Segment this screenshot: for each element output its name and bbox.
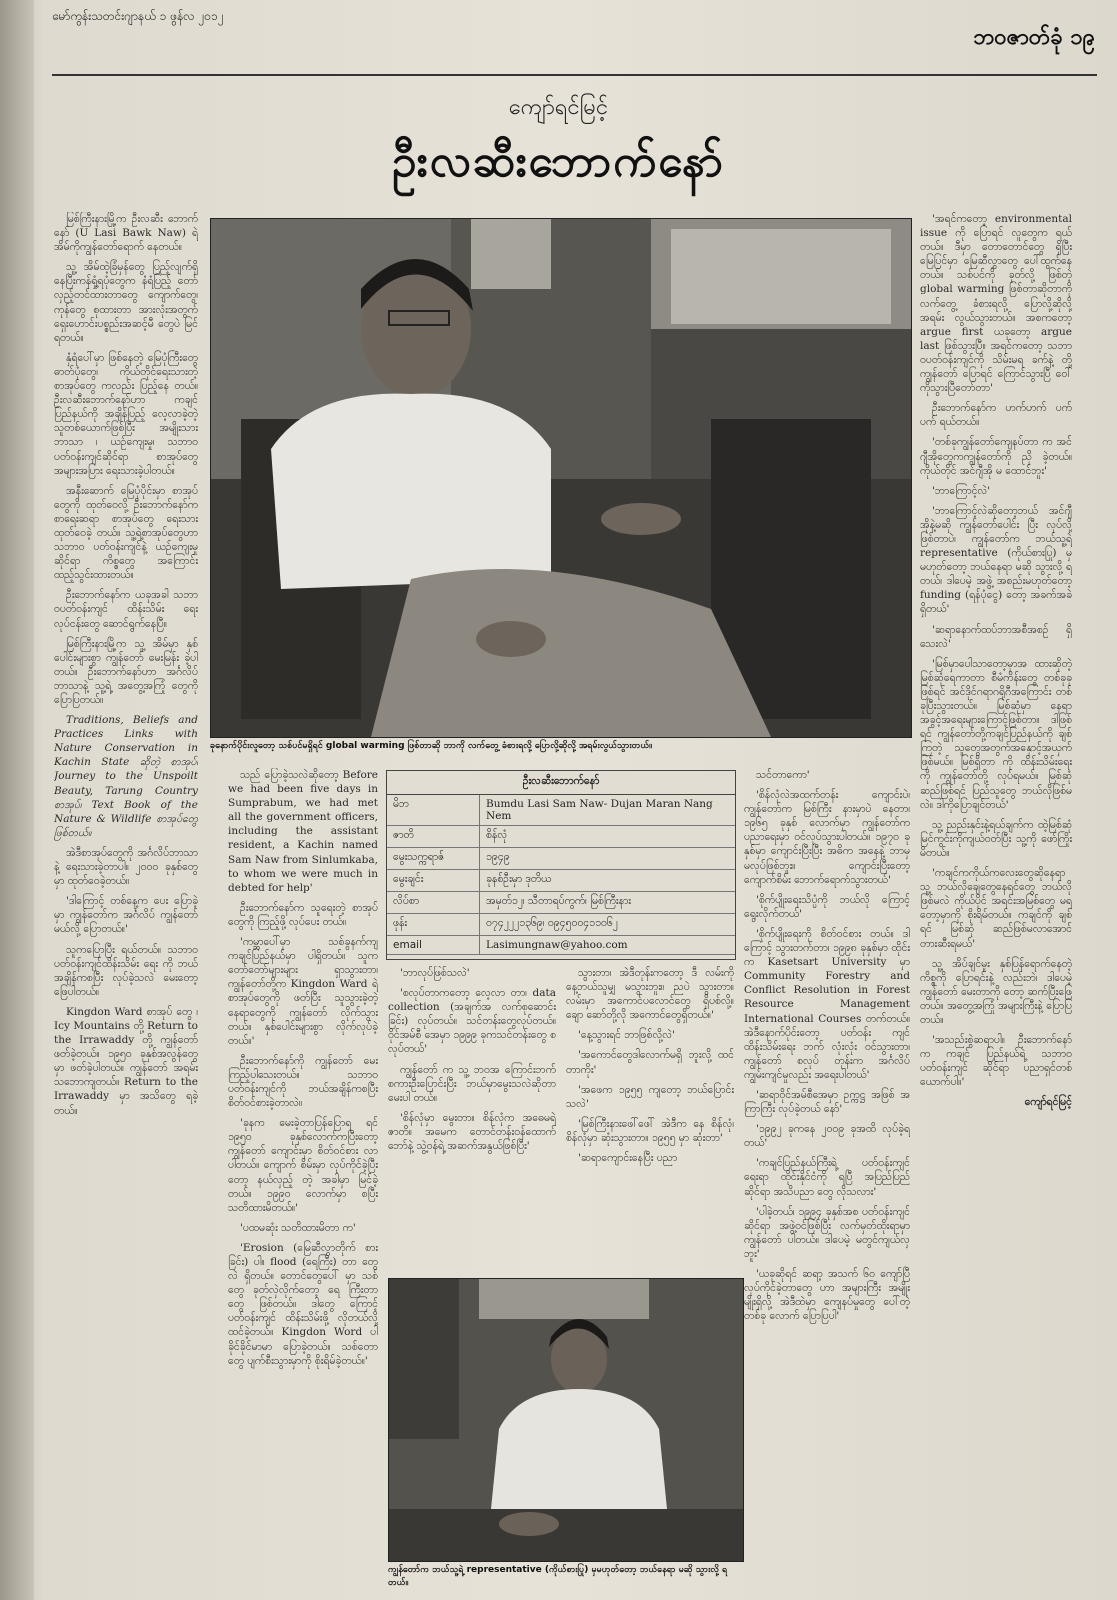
paragraph: ကျွန်တော် က သူ့ ဘဝအ ကြောင်းဘက် စကားဦးပြောင်းပြီး ဘယ်မှာမွေးသလဲဆိုတာ မေးပါ တယ်။ xyxy=(388,1063,556,1104)
paragraph: 'စလုပ်တာကတော့ လေ့လာ တာ၊ data collection (အချက်အ လက်စုဆောင်းခြင်း) လုပ်တယ်။ သင်တန်းတွေလုပ်တယ်။ ဝိုင်အမ်စီ အေမှာ ၁၉၉၉ ခုကသင်တန်းတွေ စလုပ်တယ်' xyxy=(388,987,556,1056)
paragraph: 'စိုက်ပျိုးရေးသိပ္ပံကို ဘယ်လို ကြောင့် ရွေးလိုက်တယ်' xyxy=(744,893,910,920)
paragraph: မြစ်ကြီးနားမြို့က ဦးလဆီး ဘောက်နော် (U Lasi Bawk Naw) ရဲ့ အိမ်ကိုကျွန်တော်ရောက် နေတယ်။ xyxy=(54,213,198,254)
paragraph: အဲဒီစာအုပ်တွေကို အင်္ဂလိပ်ဘာသာနဲ့ ရေးသားခဲ့တာပါ။ ၂၀၀၀ ခုနှစ်တွေမှာ ထုတ်ဝေခဲ့တယ်။ xyxy=(54,846,198,888)
paragraph: 'နေ့သွားရင် ဘာဖြစ်လို့လဲ' xyxy=(578,1029,676,1042)
header-rule xyxy=(52,74,1097,76)
paragraph: 'ကချင်ကကိုယ်ကလေးတွေဆိုနေရာ သူ့ ဘယ်လိုချေတွေနေရင်တွေ ဘယ်လိုဖြစ်မလဲ ကိုယ်ပိုင် အရင်းအမြစ်တွေ မရတော့မှာကို စိုးရိမ်တယ်။ ကချင်ကို ချစ်ရင် မြစ်ဆုံ ဆည်ဖြစ်မလာအောင် တားဆီးရမယ်' xyxy=(920,867,1072,950)
paragraph: 'တစ်ခုကျွန်တော်ကျေနပ်တာ က အင်ဂျီအိုတွေကကျွန်တော်ကို ညှိ ခဲ့တယ်။ ကိုယ်တိုင် အင်ဂျီအို မ ထောင်ဘူး' xyxy=(920,436,1072,477)
text-column-right xyxy=(920,212,1072,1588)
page-binding-edge xyxy=(0,0,34,1600)
paragraph: မြစ်ကြီးနားမြို့က သူ့ အိမ်မှာ နှစ်ပေါင်းများစွာ ကျွန်တော် မေးမြန်း ခဲ့ပါတယ်။ ဦးဘောက်နော်ဟာ အင်္ဂလိပ်ဘာသာနဲ့ သူ့ရဲ့ အတွေ့အကြုံ တွေကို ပြောပြတယ်။ xyxy=(54,637,198,706)
paragraph: 'အဖေက ၁၉၅၅ ကျတော့ ဘယ်ပြောင်းသလဲ' xyxy=(566,1083,734,1110)
article-byline: ကျော်ရင်မြင့် xyxy=(508,95,609,120)
paragraph: သွားတာ၊ အဲဒီတုန်းကတော့ ဒီ လမ်းကို နေ့ဘယ်သူမျှ မသွားဘူး။ ညပဲ သွားတာ။ လမ်းမှာ အကောင်ပလောင်တွေ ရှိပစ်လို့။ ချော ဆော်တို့လို အကောင်တွေရှိတယ်။' xyxy=(566,967,734,1022)
paragraph: သူ့ အိမ်ထဲ့ခြံမှန်တွေ ပြည့်လျက်ရှိ နေပြီးကန်ရှုံ့ရပုံတွေက နံရံပြည့် တော်လှည့်တင်ထားတာတွေ ကျောက်တွေ၊ ကုန်တွေ စုထားတာ အားလုံးအတွက် ရှေးဟောင်းပစ္စည်းအဆင့်မီ တွေပဲ မြင်ရတယ်။ xyxy=(54,261,198,344)
infobox-row xyxy=(387,870,735,892)
paragraph: 'ဘာကြောင့်လဲဆိုတော့ဘယ် အင်ဂျီအိုနဲ့မဆို ကျွန်တော်ပေါင်း ပြီး လုပ်လို့ ဖြစ်တာပဲ၊ ကျွန်တော်က ဘယ်သူ့ရဲ့ representative (ကိုယ်စားပြု) မှမဟုတ်တော့ ဘယ်နေရာ မဆို သွားလို့ ရတယ်၊ ဒါပေမဲ့ အဖွဲ့ အစည်းမဟုတ်တော့ funding (ရန်ပုံငွေ) တော့ အခက်အခဲရှိတယ်' xyxy=(920,504,1072,616)
infobox-row xyxy=(387,826,735,848)
infobox-value: ခုနစ်ဦးမှာ ဒုတိယ xyxy=(480,870,736,892)
secondary-portrait-illustration xyxy=(389,1279,743,1561)
text-column-center-b xyxy=(566,966,734,1256)
infobox-row xyxy=(387,848,735,870)
paragraph: '၁၉၉၂ ခုကနေ ၂၀၀၉ ခုအထိ လုပ်ခဲ့ရတယ်' xyxy=(744,1123,910,1150)
text-column-center-a xyxy=(388,966,556,1256)
paragraph: ဦးဘောက်နော်က သူရေးတဲ့ စာအုပ်တွေကို ကြည့်ဖို့ လုပ်ပေး တယ်။ xyxy=(228,901,378,928)
paragraph: သူ့ အိပ်ချင်မူး နှစ်ပြန်ရောက်နေတဲ့ ကိစ္စကို ပြောရင်းနဲ့ လည်းဘဲ၊ ဒါပေမဲ့ ကျွန်တော် မေးတာကို တော့ ဆက်ပြီးဖြေတယ်။ အတွေ့အကြုံ အများကြီးနဲ့ ပြောပြတယ်။ xyxy=(920,957,1072,1026)
paragraph: ဦးဘောက်နော်ကို ကျွန်တော် မေးကြည့်ပါသေးတယ်။ သဘာဝ ပတ်ဝန်းကျင်ကို ဘယ်အချိန်ကစပြီး စိတ်ဝင်စားခဲ့တာလဲ။ xyxy=(228,1054,378,1110)
infobox-value: ၁၉၄၉ xyxy=(480,848,736,870)
paragraph: 'အရင်ကတော့ environmental issue ကို ပြောရင် လူတွေက ရယ်တယ်။ ဒီမှာ တောတောင်တွေ ရှိပြီး မြေပြင်မှာ မြေဆီလွှာတွေ ပေါ်ထွက်နေတယ်။ သစ်ပင်ကို ခုတ်လို့ ဖြစ်တဲ့ global warming ဖြစ်တာဆိုတာကို လက်တွေ့ ခံစားရလို့ ပြောလို့ဆိုလို့ အရမ်း လွယ်သွားတယ်။ အစကတော့ argue first ယခုတော့ argue last ဖြစ်သွားပြီ။ အရင်ကတော့ သဘာဝပတ်ဝန်းကျင်ကို သိမ်းမရ ခက်နဲ့ တို့ ကျွန်တော် ပြောရင် ကြောင်သွားပြီ ဝေါ်ကိုသွားပြီတော်တာ' xyxy=(920,213,1072,395)
paragraph: 'ဒါကြောင့် တစ်နေ့က ပေး ပြောခဲ့မှာ ကျွန်တော်က အင်္ဂလိပ် ကျွန်တော်မယ်လို့ ပြောတယ်။' xyxy=(54,895,198,936)
paragraph: 'အသည်းစွဲဆရာပါ။ ဦးဘောက်နော်က ကချင် ပြည်နယ်ရဲ့ သဘာဝပတ်ဝန်းကျင် ဆိုင်ရာ ပညာရှင်တစ်ယောက်ပါ။' xyxy=(920,1034,1072,1089)
paragraph: 'ဘာကြောင့်လဲ' xyxy=(932,484,991,497)
infobox-value: အမှတ်၁၂၊ သီတာရပ်ကွက်၊ မြစ်ကြီးနား xyxy=(480,892,736,914)
infobox-value: ၀၇၄၂၂၂၁၃၆၉၊ ၀၉၄၅၀၀၄၁၁၀၆၂ xyxy=(480,914,736,936)
paragraph: 'ကချင်ပြည်နယ်ကြီးရဲ့ ပတ်ဝန်းကျင်ရေးရာ ထိုင်းနိုင်ငံကို ရပြီ အပြည်ပြည်ဆိုင်ရာ အသိပညာ တွေ လိုသလား' xyxy=(744,1157,910,1198)
profile-infobox xyxy=(386,770,736,960)
secondary-portrait-photo xyxy=(388,1278,744,1562)
paragraph: Traditions, Beliefs and Practices Links with Nature Conservation in Kachin State ဆိုတဲ့ စာအုပ်၊ Journey to the Unspoilt Beauty, Tarung Country စာအုပ်၊ Text Book of the Nature & Wildlife စာအုပ်တွေ ဖြစ်တယ်။ xyxy=(54,714,198,839)
infobox-value: စိန်လုံ xyxy=(480,826,736,848)
infobox-row xyxy=(387,936,735,955)
paragraph: သူကပြောပြီး ရယ်တယ်။ သဘာဝပတ်ဝန်းကျင်ထိန်းသိမ်း ရေး ကို ဘယ်အချိန်ကစပြီး လုပ်ခဲ့သလဲ မေးတော့ ဖြေပါတယ်။ xyxy=(54,943,198,998)
infobox-label: မိဘ xyxy=(387,795,480,826)
text-column-mid-left xyxy=(228,768,378,1588)
paragraph: 'ခုနက မေးခဲ့တာပြန်ပြောရ ရင် ၁၉၅၀ ခုနှစ်လောက်ကပြီးတော့ ကျွန်တော် ကျောင်းမှာ စိတ်ဝင်စား လာပါတယ်။ ကျောက် စိမ်းမှာ လုပ်ကိုင်ခဲ့ပြီးတော့ နယ်လှည့် တဲ့ အခါမှာ မြင်ခဲ့တယ်။ ၁၉၉၀ လောက်မှာ စပြီး သတိထားမိတယ်။' xyxy=(228,1117,378,1214)
infobox-title: ဦးလဆီးဘောက်နော် xyxy=(387,771,735,795)
paragraph: 'ကမ္ဘာပေါ်မှာ သစ်ခွနက်ကျ ကချင်ပြည်နယ်မှာ ပါရှိတယ်။ သူက တော်တော်များများ ရှာသွားတာ၊ ကျွန်တော်တို့က Kingdon Ward ရဲ့ စာအုပ်တွေကို ဖတ်ပြီး သူသွားခဲ့တဲ့ နေရာတွေကို ကျွန်တော် လိုက်သွားတယ်။ နှစ်ပေါင်းများစွာ လိုက်လုပ်ခဲ့တယ်။' xyxy=(228,936,378,1047)
paragraph: 'ဆရာနောက်ထပ်ဘာအစီအစဉ် ရှိသေးလဲ' xyxy=(920,623,1072,650)
running-header-left: မော်ကွန်းသတင်းဂျာနယ် ၁ ဖွန်လ ၂၀၁၂ xyxy=(52,9,224,23)
article-headline: ဦးလဆီးဘောက်နော် xyxy=(392,136,725,187)
paragraph: 'ဆရာကျောင်းနေပြီး ပညာ xyxy=(578,1152,678,1165)
paragraph: နှံရံပေါ်မှာ ဖြစ်နေတဲ့ မြေပုံကြီးတွေ ဓာတ်ပုံတွေ၊ ကိုယ်တိုင်ရေးသားတဲ့ စာအုပ်တွေ ကလည်း ပြည့်နေ တယ်။ ဦးလဆီးဘောက်နော်ဟာ ကချင် ပြည်နယ်ကို အချိန်ပြည့် လေ့လာခဲ့တဲ့ သူတစ်ယောက်ဖြစ်ပြီး အမျိုးသား ဘာသာ ၊ ယဉ်ကျေးမှု၊ သဘာဝပတ်ဝန်းကျင်ဆိုင်ရာ စာအုပ်တွေ အများအပြား ရေးသားခဲ့ပါတယ်။ xyxy=(54,351,198,477)
paragraph: 'စိုက်ပျိုးရေးကို စိတ်ဝင်စား တယ်။ ဒါကြောင့် သွားတက်တာ၊ ၁၉၉၈ ခုနှစ်မှာ ထိုင်းက Kasetsart University မှာ Community Forestry and Conflict Resolution in Forest Resource Management International Courses တက်တယ်။ အဲဒီနောက်ပိုင်းတော့ ပတ်ဝန်း ကျင်ထိန်းသိမ်းရေး ဘက် လုံးလုံး ဝင်သွားတာ၊ ကျွန်တော် စလုပ် တုန်းက အင်္ဂလိပ်ကျွမ်းကျင်မှုလည်း အရေးပါတယ်' xyxy=(744,927,910,1081)
paragraph: 'မြစ်မှာပေါသာတော့မှာအ ထားဆိုတဲ့ မြစ်ဆုံရေကာတာ စီမံကိန်းတွေ တစ်ခုခုဖြစ်ရင် အင်ဒိုင်ဂရာဂရိုဂီအကြောင်း တစ်ခုပြီးသွားတယ်။ မြစ်ဆုံမှာ နေရာ အခွင့်အရေးများကြောင့်ဖြစ်တာ။ ဒါဖြစ်ရင် ကျွန်တော်တို့ကချင်ပြည်နယ်ကို ချစ်ကြတဲ့ သူတွေအတွက်အနှောင့်အယှက်ဖြစ်မယ်။ မြစ်ရှိတာ ကို ထိန်းသိမ်းရေး ကို ကျွန်တော်တို့ လုပ်ရမယ်။ မြစ်ဆုံ ဆည်ဖြစ်ရင် ပြည်သူတွေ ဘယ်လိုဖြစ်မလဲ။ ဒါကိုပြောချင်တယ်' xyxy=(920,657,1072,811)
infobox-label: မွေးချင်း xyxy=(387,870,480,892)
paragraph: 'မြစ်ကြီးနားဖေါ်ဖေါ် အဲဒီက နေ စိန်လုံ၊ စိန်လုံမှာ ဆုံးသွားတာ။ ၁၉၅၅ မှာ ဆုံးတာ' xyxy=(566,1117,734,1144)
paragraph: 'ဘာလုပ်ဖြစ်သလဲ' xyxy=(400,967,470,979)
paragraph: 'ဆရာဝိုင်အမ်စီအေမှာ ဥက္ကဋ္ဌ အဖြစ် အကြာကြီး လုပ်ခဲ့တယ် နော်' xyxy=(744,1088,910,1116)
infobox-label: email xyxy=(387,936,480,955)
infobox-value: Lasimungnaw@yahoo.com xyxy=(480,936,736,955)
paragraph: သင်တာကော' xyxy=(756,769,810,781)
paragraph: သည် ပြောခဲ့သလဲဆိုတော့ Before we had been five days in Sumprabum, we had met all the government officers, including the assistant resident, a Kachin named Sam Naw from Sinlumkaba, to whom we were much in debted for help' xyxy=(228,769,378,894)
paragraph: 'စိန်လုံလဲအထက်တန်း ကျောင်းပဲ၊ ကျွန်တော်က မြစ်ကြီး နားမှာပဲ နေတာ၊ ၁၉၆၅ ခုနှစ် လောက်မှာ ကျွန်တော်က ပညာရေးမှာ ဝင်လုပ်သွားပါတယ်။ ၁၉၇၀ ခုနှစ်မှာ ကျောင်းပြီးပြီး အဓိက အနေနဲ့ ဘာမှ မလုပ်ဖြစ်ဘူး။ ကျောင်းပြီးတော့ ကျောက်စိမ်း ဘောက်ရောက်သွားတယ်' xyxy=(744,789,910,886)
paragraph: ဦးဘောက်နော်က ဟက်ဟက် ပက်ပက် ရယ်တယ်။ xyxy=(920,402,1072,429)
infobox-row xyxy=(387,795,735,826)
main-portrait-photo xyxy=(210,218,912,738)
infobox-label: ဖုန်း xyxy=(387,914,480,936)
section-title: ဘဝဇာတ်ခုံ ၁၉ xyxy=(973,25,1095,50)
paragraph: 'ပါခဲ့တယ်၊ ၁၉၉၄ ခုနှစ်အစ ပတ်ဝန်းကျင်ဆိုင်ရာ အဖွဲ့ဝင်ဖြစ်ပြီး လက်မှတ်ထိုးရာမှာ ကျွန်တော် ပါတယ်။ ဒါပေမဲ့ မတွင်ကျယ်လှဘူး' xyxy=(744,1205,910,1260)
paragraph: 'စိန်လုံမှာ မွေးတာ။ စိန်လုံက အဓေမရဲ့ ဇာတိ။ အမေက တောင်တန်းဝန်ထောက်ဘော်နဲ့ သွဲ့ဝန်ရဲ့ အဆက်အနွယ်ဖြစ်ပြီး' xyxy=(388,1111,556,1153)
paragraph: အနီးဆောက် မြေပုံပိုင်းမှာ စာအုပ်တွေကို ထုတ်ဝေလို့ ဦးဘောက်နော်က စာရေးဆရာ စာအုပ်တွေ ရေးသားထုတ်ဝေခဲ့ တယ်။ သူ့ရဲ့စာအုပ်တွေဟာ သဘာဝ ပတ်ဝန်းကျင်နဲ့ ယဉ်ကျေးမှုဆိုင်ရာ ကိစ္စတွေ အကြောင်း ထည့်သွင်းထားတယ်။ xyxy=(54,484,198,582)
paragraph: ဦးဘောက်နော်က ယခုအခါ သဘာဝပတ်ဝန်းကျင် ထိန်းသိမ်း ရေး လုပ်ငန်းတွေ ဆောင်ရွက်နေပြီ။ xyxy=(54,589,198,630)
paragraph: Kingdon Ward စာအုပ် တွေ ၊ Icy Mountains တို့ Return to the Irrawaddy တို့ ကျွန်တော် ဖတ်ခဲ့တယ်။ ၁၉၅၀ ခုနှစ်အလွန်တွေ မှာ ဖတ်ခဲ့ပါတယ်။ ကျွန်တော် အရမ်း သဘောကျတယ်။ Return to the Irrawaddy မှာ အသိတွေ ရခဲ့တယ်။ xyxy=(54,1005,198,1117)
infobox-label: မွေးသက္ကရာဇ် xyxy=(387,848,480,870)
paragraph: 'ယခုဆိုရင် ဆရာ့ အသက် ၆၀ ကျော်ပြီ လုပ်ကိုင်ခဲ့တာတွေ ဟာ အများကြီး အမျိုးမျိုးရှိလို့ အဲဒီထဲမှာ ကျေနပ်မှုတွေ ပေါ်တဲ့ တစ်ခု လောက် ပြောပြပါ' xyxy=(744,1268,910,1323)
article-signature: ကျော်ရင်မြင့် xyxy=(1024,1096,1072,1109)
text-column-left xyxy=(54,212,198,1588)
portrait-illustration xyxy=(211,219,911,737)
infobox-table xyxy=(387,795,735,955)
infobox-value: Bumdu Lasi Sam Naw- Dujan Maran Nang Nem xyxy=(480,795,736,826)
paragraph: 'အကောင်တွေဒါလောက်မရှိ ဘူးလို့ ထင်တာကိုး' xyxy=(566,1049,734,1076)
paragraph: သူ့ ညည်းနှင်းနဲ့ရယ်ချက်က ထဲ့မြစ်ဆုံမြင်ကွင်းကိုကျယ်ဝတ်ပြီး သူ့ကို ဖော်ကြိုးမိတယ်။ xyxy=(920,818,1072,859)
infobox-label: ဇာတိ xyxy=(387,826,480,848)
paragraph: 'ပထမဆုံး သတိထားမိတာ က' xyxy=(240,1221,356,1234)
infobox-row xyxy=(387,892,735,914)
main-photo-caption: ခုနောက်ပိုင်းလူတော့ သစ်ပင်မရှိရင် global warming ဖြစ်တာဆို ဘာကို လက်တွေ့ ခံစားရလို့ ပြောလို့ဆိုလို့ အရမ်းလွယ်သွားတယ်။ xyxy=(210,741,652,751)
text-column-center-right xyxy=(744,768,910,1588)
infobox-label: လိပ်စာ xyxy=(387,892,480,914)
secondary-photo-caption: ကျွန်တော်က ဘယ်သူ့ရဲ့ representative (ကိုယ်စားပြု) မှမဟုတ်တော့ ဘယ်နေရာ မဆို သွားလို့ ရတယ်။ xyxy=(388,1565,728,1588)
paragraph: 'Erosion (မြေဆီလွှာတိုက် စားခြင်း) ပါ။ flood (ရေကြီး) တာ တွေ လဲ ရှိတယ်။ တောင်တွေပေါ် မှာ သစ်တွေ ခုတ်လှဲလိုက်တော့ ရေ ကြီးတာ တွေ ဖြစ်တယ်။ ဒါတွေ ကြောင့် ပတ်ဝန်းကျင် ထိန်းသိမ်းဖို့ လိုတယ်လို့ ထင်ခဲ့တယ်။ Kingdon Word ပါ ခိုင်ခိုင်မာမာ ပြောခဲ့တယ်။ သစ်တောတွေ ပျက်စီးသွားမှာကို စိုးရိမ်ခဲ့တယ်။' xyxy=(228,1241,378,1367)
infobox-row xyxy=(387,914,735,936)
